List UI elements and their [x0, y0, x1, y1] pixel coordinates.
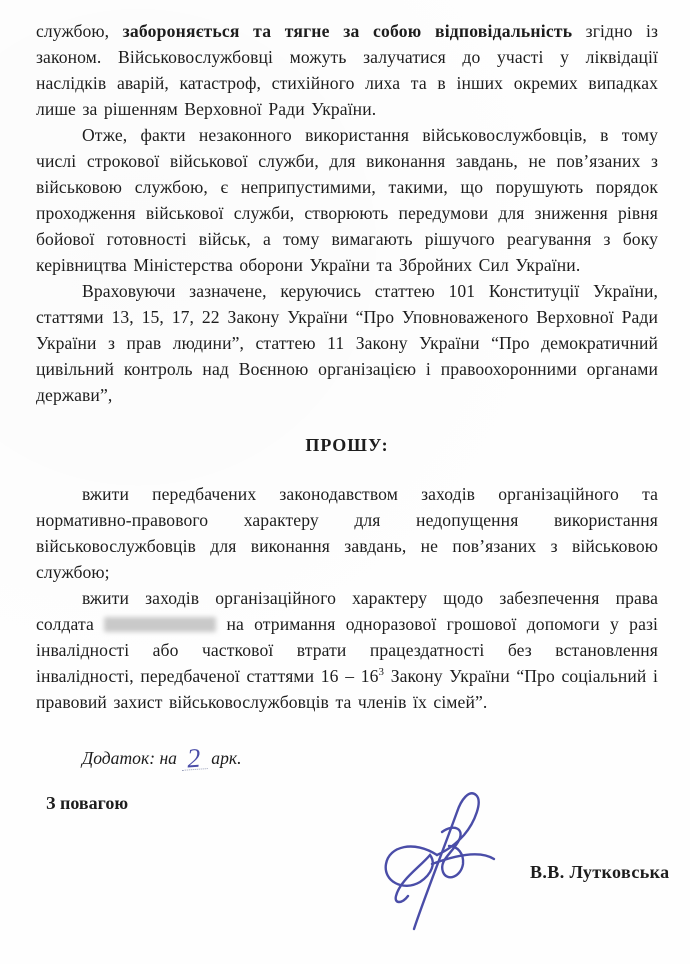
- paragraph-text: Закону України “Про соціальний і правовий захист військовослужбовців та членів їх сімей”.: [36, 666, 659, 712]
- request-item-2: [36, 585, 658, 715]
- request-item-1: вжити передбачених законодавством заходів організаційного та нормативно-правового характеру для недопущення використання військовослужбовців для виконання завдань, не пов’язаних з військовою службою;: [36, 484, 658, 582]
- paragraph-text: службою,: [36, 21, 110, 41]
- paragraph-text: вжити заходів організаційного характеру щодо забезпечення права солдата: [36, 588, 658, 634]
- request-heading: ПРОШУ:: [305, 435, 389, 455]
- signer-name: В.В. Лутковська: [530, 862, 670, 882]
- paragraph-text: згідно із законом. Військовослужбовці можуть залучатися до участі у ліквідації наслідків аварій, катастроф, стихійного лиха та в інших окремих випадках лише за рішенням Верховної Ради України.: [36, 21, 658, 119]
- attachment-label-suffix: арк.: [211, 748, 242, 768]
- redacted-soldier-name: [104, 617, 216, 632]
- handwritten-signature: [366, 782, 516, 932]
- handwritten-sheet-count: 2: [181, 747, 208, 771]
- signature-block: [36, 814, 670, 964]
- paragraph-continuation: [36, 18, 658, 122]
- attachment-label: Додаток: на: [82, 748, 177, 768]
- paragraph-facts: Отже, факти незаконного використання військовослужбовців, в тому числі строкової військової служби, для виконання завдань, не пов’язаних з військовою службою, є неприпустимими, такими, що порушують порядок проходження військової служби, створюють передумови для зниження рівня бойової готовності військ, а тому вимагають рішучого реагування з боку керівництва Міністерства оборони України та Збройних Сил України.: [36, 125, 658, 275]
- superscript-article-number: 3: [378, 666, 385, 679]
- attachment-line: [82, 742, 658, 774]
- paragraph-legal-basis: Враховуючи зазначене, керуючись статтею 101 Конституції України, статтями 13, 15, 17, 22 Закону України “Про Уповноваженого Верховної Ради України з прав людини”, статтею 11 Закону України “Про демократичний цивільний контроль над Воєнною організацією і правоохоронними органами держави”,: [36, 281, 658, 405]
- bold-emphasis-text: забороняється та тягне за собою відповідальність: [122, 21, 573, 41]
- closing-salutation: З повагою: [46, 793, 129, 813]
- paragraph-text: на отримання одноразової грошової допомоги у разі інвалідності або часткової втрати працездатності без встановлення інвалідності, передбаченої статтями 16 – 16: [36, 614, 659, 686]
